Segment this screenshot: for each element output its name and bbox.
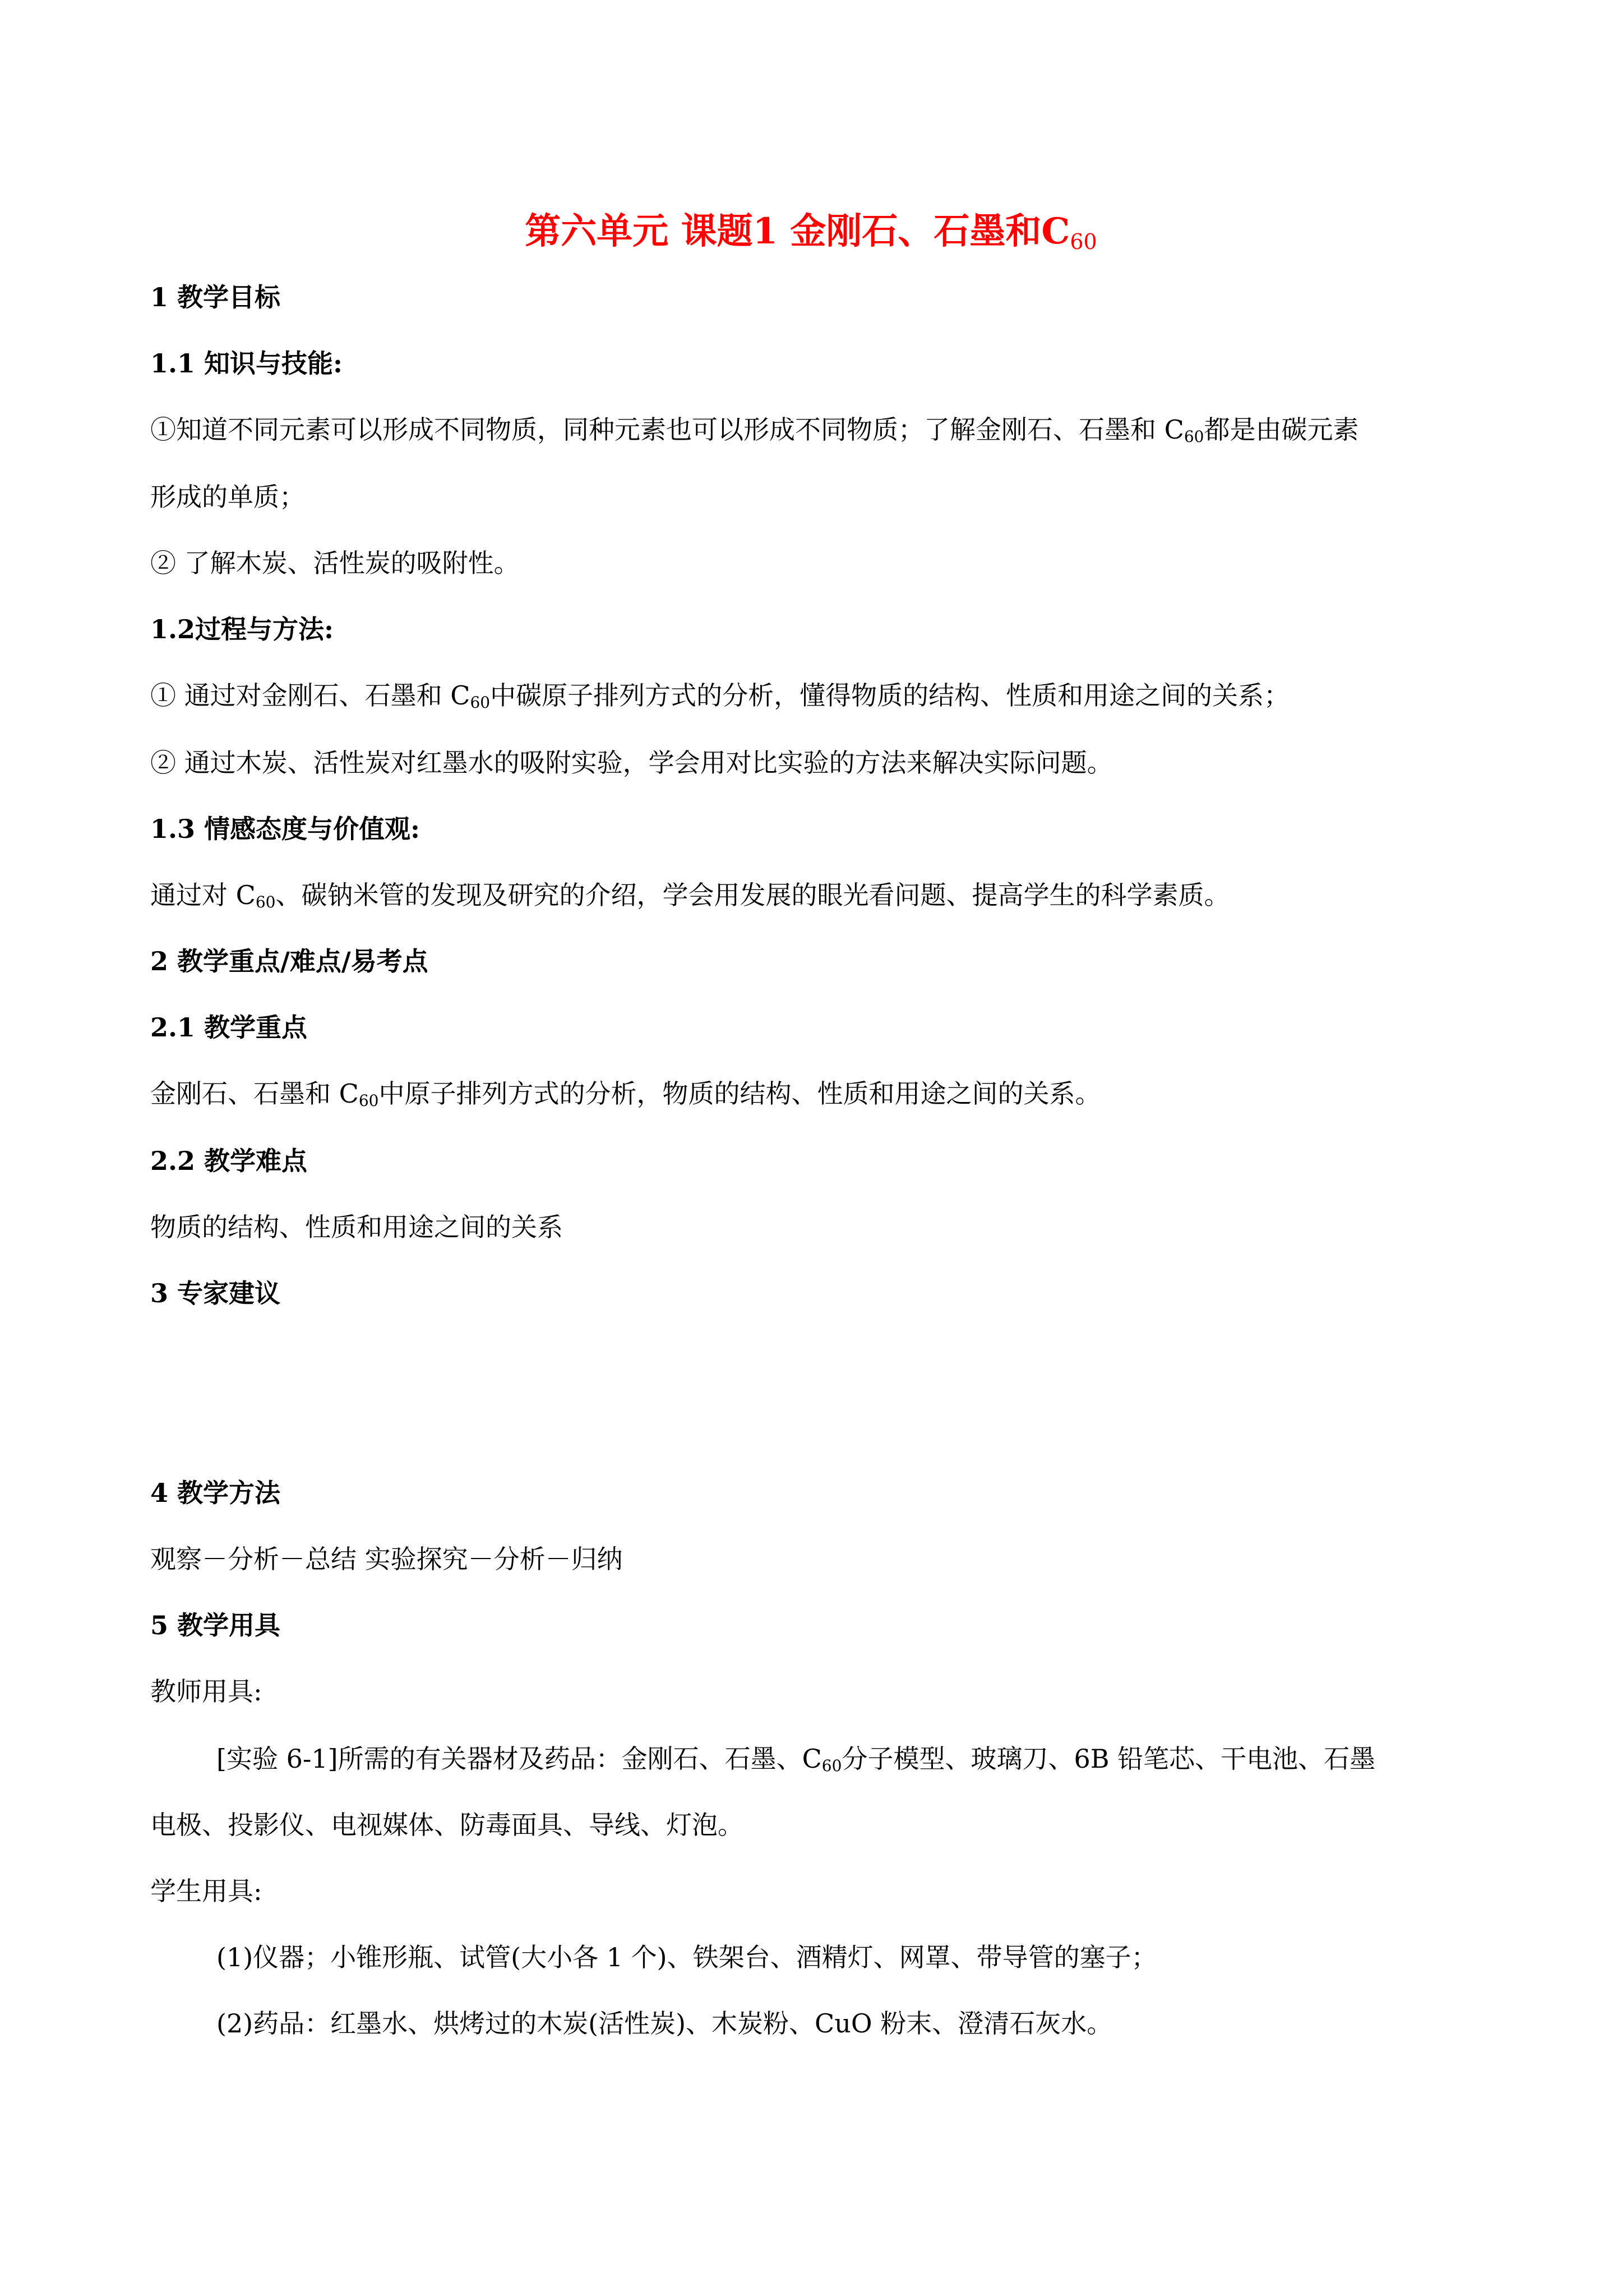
heading-1-2: 1.2过程与方法: bbox=[150, 614, 334, 644]
text-run: 、碳钠米管的发现及研究的介绍，学会用发展的眼光看问题、提高学生的科学素质。 bbox=[275, 880, 1230, 910]
paragraph-1-1-1 bbox=[150, 413, 1358, 454]
paragraph-1-1-1-cont: 形成的单质； bbox=[150, 482, 305, 512]
text-run: 都是由碳元素 bbox=[1204, 414, 1359, 445]
heading-2-2: 2.2 教学难点 bbox=[150, 1146, 308, 1176]
subscript: 60 bbox=[255, 893, 276, 911]
paragraph-5-st2: (2)药品：红墨水、烘烤过的木炭(活性炭)、木炭粉、CuO 粉末、澄清石灰水。 bbox=[216, 2008, 1113, 2039]
paragraph-1-2-2: ② 通过木炭、活性炭对红墨水的吸附实验，学会用对比实验的方法来解决实际问题。 bbox=[150, 748, 1113, 778]
text-run: 通过对 C bbox=[150, 880, 256, 910]
teacher-tools-label: 教师用具: bbox=[150, 1676, 262, 1707]
title-subscript: 60 bbox=[1070, 229, 1097, 254]
subscript: 60 bbox=[1184, 427, 1204, 446]
subscript: 60 bbox=[821, 1756, 842, 1775]
paragraph-5-st1: (1)仪器；小锥形瓶、试管(大小各 1 个)、铁架台、酒精灯、网罩、带导管的塞子； bbox=[216, 1942, 1157, 1972]
heading-5: 5 教学用具 bbox=[150, 1610, 281, 1640]
heading-4: 4 教学方法 bbox=[150, 1478, 281, 1508]
heading-1-3: 1.3 情感态度与价值观: bbox=[150, 814, 420, 844]
paragraph-5-t1-cont: 电极、投影仪、电视媒体、防毒面具、导线、灯泡。 bbox=[150, 1810, 743, 1840]
text-run: 分子模型、玻璃刀、6B 铅笔芯、干电池、石墨 bbox=[842, 1744, 1376, 1774]
text-run: [实验 6-1]所需的有关器材及药品：金刚石、石墨、C bbox=[216, 1744, 822, 1774]
paragraph-1-2-1 bbox=[150, 679, 1290, 720]
subscript: 60 bbox=[470, 693, 491, 712]
paragraph-4-1: 观察－分析－总结 实验探究－分析－归纳 bbox=[150, 1544, 623, 1574]
text-run: ①知道不同元素可以形成不同物质，同种元素也可以形成不同物质；了解金刚石、石墨和 C bbox=[150, 414, 1184, 445]
paragraph-5-t1 bbox=[216, 1742, 1375, 1783]
heading-3: 3 专家建议 bbox=[150, 1278, 281, 1308]
text-run: ① 通过对金刚石、石墨和 C bbox=[150, 680, 470, 711]
paragraph-2-2-1: 物质的结构、性质和用途之间的关系 bbox=[150, 1212, 563, 1242]
paragraph-1-3-1 bbox=[150, 878, 1230, 919]
text-run: 中原子排列方式的分析，物质的结构、性质和用途之间的关系。 bbox=[378, 1078, 1101, 1109]
heading-2: 2 教学重点/难点/易考点 bbox=[150, 946, 428, 976]
subscript: 60 bbox=[358, 1091, 379, 1110]
paragraph-1-1-2: ② 了解木炭、活性炭的吸附性。 bbox=[150, 548, 520, 578]
heading-1: 1 教学目标 bbox=[150, 282, 281, 312]
text-run: 金刚石、石墨和 C bbox=[150, 1078, 359, 1109]
title-text: 第六单元 课题1 金刚石、石墨和C bbox=[525, 210, 1070, 252]
text-run: 中碳原子排列方式的分析，懂得物质的结构、性质和用途之间的关系； bbox=[490, 680, 1290, 711]
page-title bbox=[0, 206, 1622, 267]
heading-1-1: 1.1 知识与技能: bbox=[150, 348, 343, 379]
heading-2-1: 2.1 教学重点 bbox=[150, 1012, 308, 1043]
student-tools-label: 学生用具: bbox=[150, 1876, 262, 1906]
paragraph-2-1-1 bbox=[150, 1077, 1101, 1118]
